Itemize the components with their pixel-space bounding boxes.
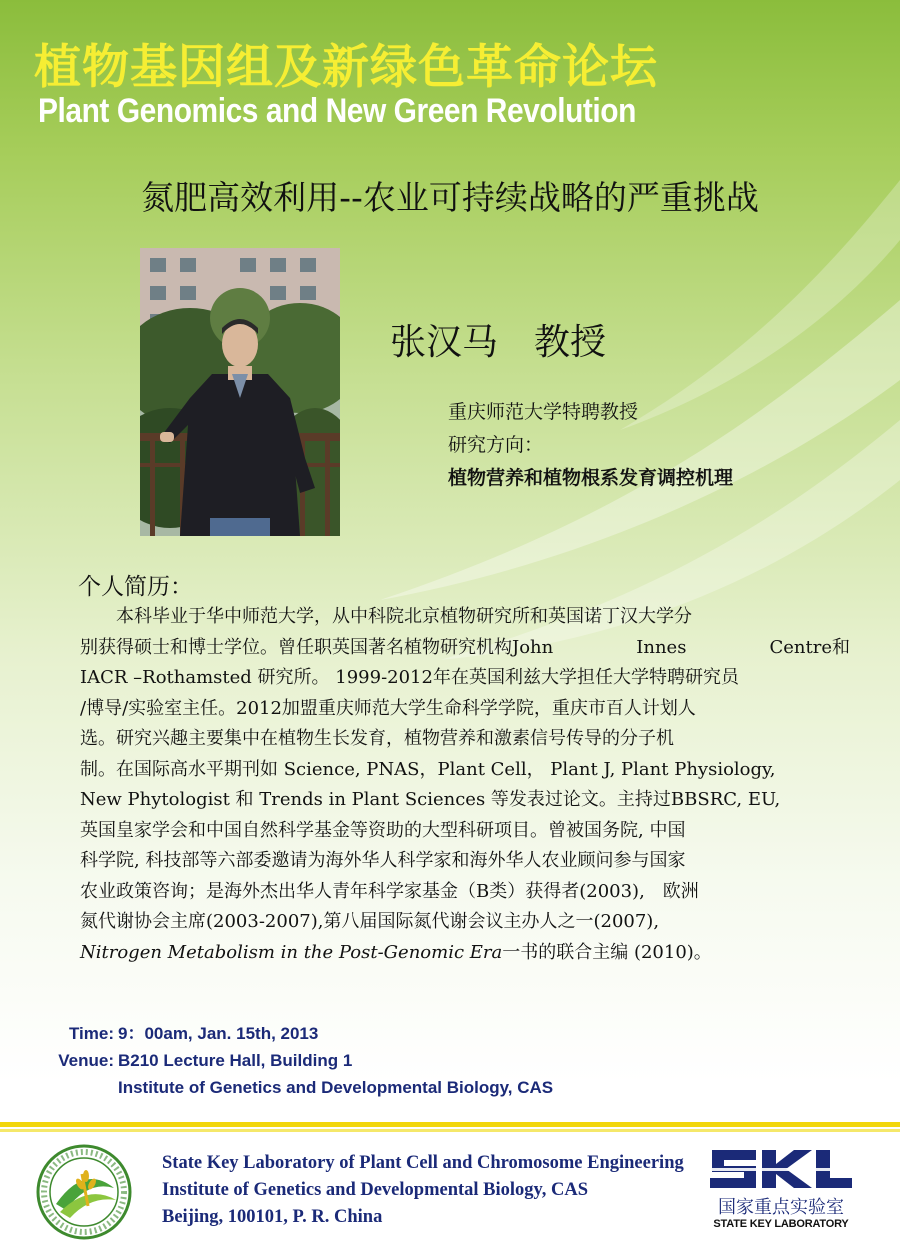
bio-line: 英国皇家学会和中国自然科学基金等资助的大型科研项目。曾被国务院, 中国: [80, 819, 686, 841]
footer-separator-thin: [0, 1129, 900, 1132]
talk-title: 氮肥高效利用--农业可持续战略的严重挑战: [141, 178, 759, 217]
bio-heading: 个人简历：: [78, 574, 193, 600]
research-label: 研究方向：: [448, 434, 544, 456]
speaker-name: 张汉马 教授: [390, 322, 607, 363]
bio-line: 选。研究兴趣主要集中在植物生长发育，植物营养和激素信号传导的分子机: [80, 728, 674, 749]
forum-title-en: Plant Genomics and New Green Revolution: [38, 92, 636, 130]
speaker-position: 重庆师范大学特聘教授: [448, 401, 639, 423]
bio-line: New Phytologist 和 Trends in Plant Sciences 等发表过论文。主持过BBSRC, EU,: [80, 789, 781, 810]
skl-en-label: STATE KEY LABORATORY: [713, 1218, 849, 1230]
bio-line: 农业政策咨询；是海外杰出华人青年科学家基金（B类）获得者(2003), 欧洲: [80, 880, 699, 902]
bio-line: 氮代谢协会主席(2003-2007),第八届国际氮代谢会议主办人之一(2007),: [80, 911, 660, 932]
venue-label: Venue:: [58, 1051, 114, 1070]
lab-seal-icon: [36, 1144, 132, 1240]
bio-line: 别获得硕士和博士学位。曾任职英国著名植物研究机构John Innes Centre和: [80, 636, 850, 658]
time-value: 9：00am, Jan. 15th, 2013: [118, 1024, 319, 1043]
speaker-photo: [140, 248, 340, 536]
bio-line: Nitrogen Metabolism in the Post-Genomic Era一书的联合主编 (2010)。: [80, 941, 712, 963]
bio-line: IACR –Rothamsted 研究所。 1999-2012年在英国利兹大学担任大学特聘研究员: [80, 667, 739, 688]
footer-address: [162, 1150, 684, 1231]
bio-line: 制。在国际高水平期刊如 Science, PNAS，Plant Cell， Plant J, Plant Physiology,: [80, 758, 776, 780]
speaker-affiliation: [448, 396, 733, 495]
time-label: Time:: [68, 1024, 114, 1043]
venue-value: B210 Lecture Hall, Building 1: [118, 1051, 353, 1070]
footer-lab-name: State Key Laboratory of Plant Cell and Chromosome Engineering: [162, 1153, 684, 1173]
forum-title-cn: 植物基因组及新绿色革命论坛: [34, 40, 658, 95]
footer-city: Beijing, 100101, P. R. China: [162, 1207, 383, 1227]
skl-cn-label: 国家重点实验室: [718, 1197, 844, 1218]
bio-line: 本科毕业于华中师范大学，从中科院北京植物研究所和英国诺丁汉大学分: [80, 606, 692, 627]
footer-institute: Institute of Genetics and Developmental Biology, CAS: [162, 1180, 589, 1200]
bio-text: [80, 602, 850, 968]
footer-separator: [0, 1122, 900, 1127]
bio-line: /博导/实验室主任。2012加盟重庆师范大学生命科学学院，重庆市百人计划人: [80, 697, 696, 719]
research-direction: 植物营养和植物根系发育调控机理: [448, 467, 734, 489]
book-title: Nitrogen Metabolism in the Post-Genomic Era: [80, 941, 503, 963]
bio-line: 科学院, 科技部等六部委邀请为海外华人科学家和海外华人农业顾问参与国家: [80, 850, 686, 871]
venue-institute: Institute of Genetics and Developmental Biology, CAS: [118, 1078, 554, 1097]
